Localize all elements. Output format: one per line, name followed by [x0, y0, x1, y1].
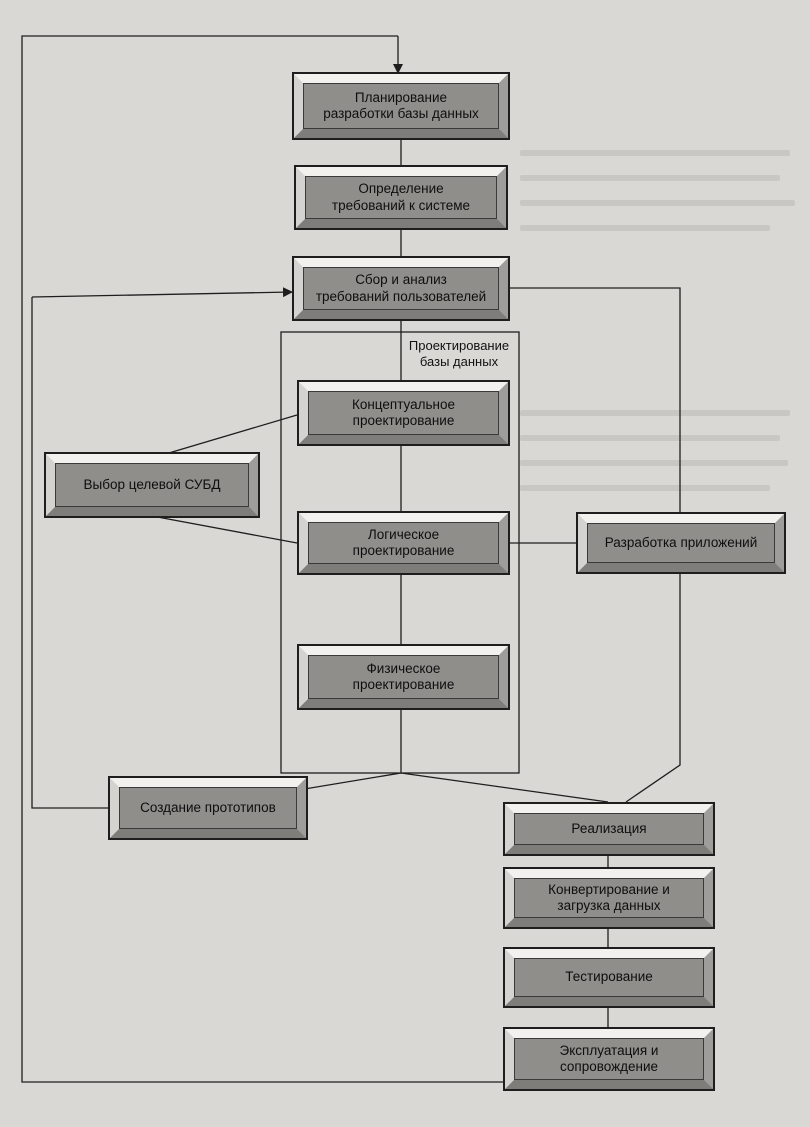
dbms-selection-label: Выбор целевой СУБД — [55, 463, 249, 507]
prototyping-label: Создание прототипов — [119, 787, 297, 829]
logical-node — [297, 511, 510, 575]
testing-node — [503, 947, 715, 1008]
operation-node — [503, 1027, 715, 1091]
conversion-node — [503, 867, 715, 929]
requirements-label: Определение требований к системе — [305, 176, 497, 219]
implementation-node — [503, 802, 715, 856]
design-group-label: Проектирование базы данных — [408, 338, 510, 369]
planning-node — [292, 72, 510, 140]
collection-label: Сбор и анализ требований пользователей — [303, 267, 499, 310]
conceptual-node — [297, 380, 510, 446]
edge-collection-appdev — [500, 288, 680, 512]
conversion-label: Конвертирование и загрузка данных — [514, 878, 704, 918]
edge-prototyping-feedback — [32, 297, 108, 808]
prototyping-node — [108, 776, 308, 840]
dbms-selection-node — [44, 452, 260, 518]
app-dev-node — [576, 512, 786, 574]
testing-label: Тестирование — [514, 958, 704, 997]
logical-label: Логическое проектирование — [308, 522, 499, 564]
operation-label: Эксплуатация и сопровождение — [514, 1038, 704, 1080]
collection-node — [292, 256, 510, 321]
planning-label: Планирование разработки базы данных — [303, 83, 499, 129]
implementation-label: Реализация — [514, 813, 704, 845]
physical-node — [297, 644, 510, 710]
edge-split-implementation — [401, 773, 608, 802]
edge-feedback-to-collection — [32, 292, 292, 297]
conceptual-label: Концептуальное проектирование — [308, 391, 499, 435]
app-dev-label: Разработка приложений — [587, 523, 775, 563]
edge-appdev-implementation — [626, 574, 680, 802]
edge-dbms-logical — [152, 516, 297, 543]
physical-label: Физическое проектирование — [308, 655, 499, 699]
requirements-node — [294, 165, 508, 230]
